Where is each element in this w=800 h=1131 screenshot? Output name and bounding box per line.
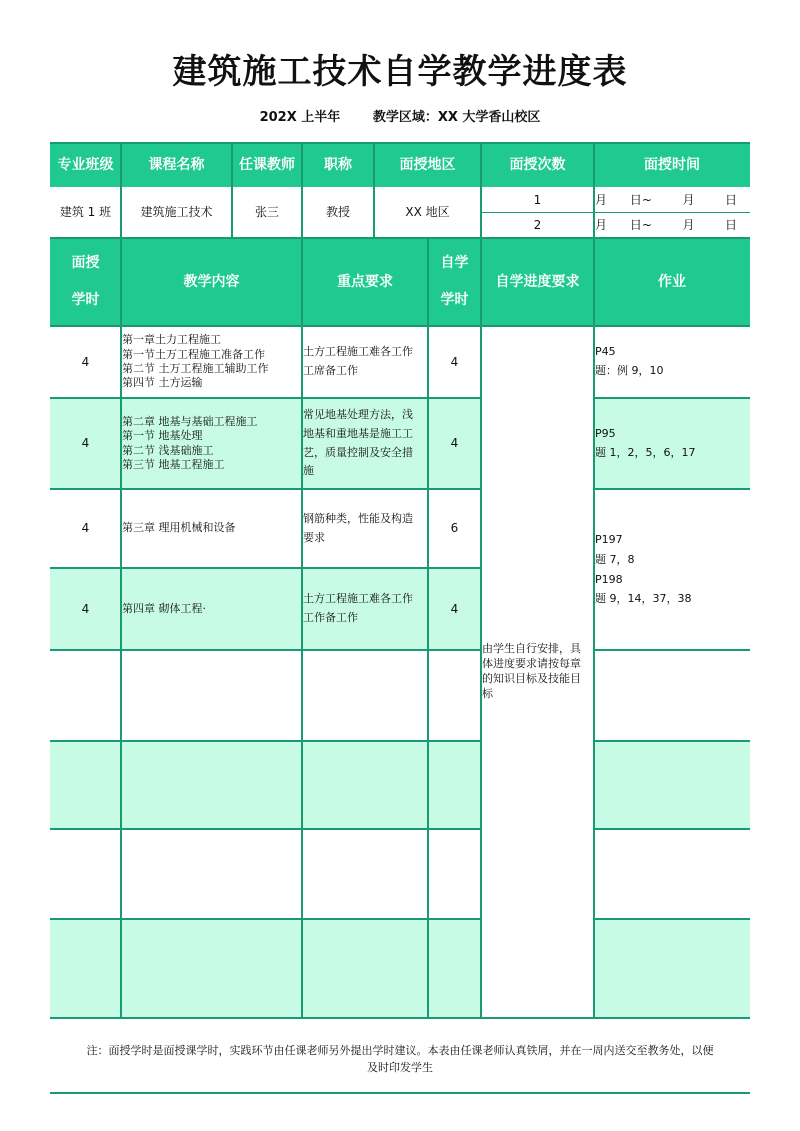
row-self-hours: 4 (450, 436, 459, 451)
grid-line (373, 142, 375, 238)
row-key: 土方工程施工难各工作 工席备工作 (303, 345, 413, 377)
grid-line (594, 649, 750, 651)
row-key: 常见地基处理方法，浅 地基和重地基是施工工 艺，质量控制及安全措 施 (303, 408, 413, 478)
homework-cell: P197 题 7，8 P198 题 9，14，37，38 (595, 532, 692, 606)
grid-line (427, 238, 429, 1019)
info-course: 建筑施工技术 (140, 205, 213, 220)
header-progress: 自学进度要求 (481, 238, 594, 326)
term-label: 202X 上半年 (259, 110, 341, 125)
grid-line (594, 828, 750, 830)
grid-line (50, 1017, 750, 1019)
grid-line (50, 828, 481, 830)
row-hours: 4 (81, 521, 90, 536)
region-label: 教学区域：XX 大学香山校区 (372, 110, 541, 125)
footer-divider (50, 1092, 750, 1094)
header-self-hours: 自学 学时 (428, 238, 481, 326)
info-area: XX 地区 (405, 205, 450, 220)
grid-line (480, 142, 482, 1019)
info-rank: 教授 (325, 205, 350, 220)
row-self-hours: 4 (450, 354, 459, 369)
row-bg (594, 919, 750, 1018)
grid-line (50, 918, 481, 920)
header-course: 课程名称 (121, 143, 232, 187)
row-content: 第三章 理用机械和设备 (122, 521, 236, 535)
grid-line (50, 397, 481, 399)
row-key: 土方工程施工难各工作 工作备工作 (303, 592, 413, 624)
footer-note: 注：面授学时是面授课学时，实践环节由任课老师另外提出学时建议。本表由任课老师认真铁屑，并在一周内送交至教务处，以便 及时印发学生 (86, 1044, 714, 1074)
header-area: 面授地区 (374, 143, 481, 187)
grid-line (50, 325, 750, 327)
header-homework: 作业 (594, 238, 750, 326)
info-class: 建筑 1 班 (59, 205, 112, 220)
grid-line (301, 142, 303, 1019)
header-teacher: 任课教师 (232, 143, 302, 187)
grid-line (231, 142, 233, 238)
grid-line (120, 142, 122, 1019)
grid-line (50, 142, 750, 144)
grid-line (594, 488, 750, 490)
header-times: 面授次数 (481, 143, 594, 187)
header-content: 教学内容 (121, 238, 302, 326)
row-content: 第一章土力工程施工 第一节土万工程施工准备工作 第二节 土万工程施工辅助工作 第四节 土方运输 (122, 333, 269, 390)
grid-line (50, 567, 481, 569)
homework-cell: P95 题 1，2，5，6，17 (595, 426, 696, 459)
row-bg (50, 741, 481, 829)
row-bg (594, 741, 750, 829)
grid-line (50, 740, 481, 742)
subtitle (0, 106, 800, 125)
session-no: 1 (533, 193, 542, 208)
grid-line (593, 142, 595, 1019)
row-self-hours: 6 (450, 521, 459, 536)
progress-cell: 由学生自行安排，具 体进度要求请按每章 的知识目标及技能目 标 (482, 642, 581, 700)
row-hours: 4 (81, 601, 90, 616)
session-time: 月 日~ 月 日 (595, 193, 737, 208)
header-rank: 职称 (302, 143, 374, 187)
row-key: 钢筋种类，性能及构造 要求 (303, 511, 413, 544)
grid-line (594, 397, 750, 399)
grid-line (50, 237, 750, 239)
row-self-hours: 4 (450, 601, 459, 616)
grid-line (50, 649, 481, 651)
row-hours: 4 (81, 436, 90, 451)
session-no: 2 (533, 218, 542, 233)
row-bg (50, 919, 481, 1018)
grid-line (481, 212, 750, 213)
header-class: 专业班级 (50, 143, 121, 187)
row-hours: 4 (81, 354, 90, 369)
row-content: 第二章 地基与基础工程施工 第一节 地基处理 第二节 浅基础施工 第三节 地基工程施工 (122, 414, 258, 471)
page-title: 建筑施工技术自学教学进度表 (172, 52, 628, 92)
grid-line (50, 488, 481, 490)
header-key: 重点要求 (302, 238, 428, 326)
header-hours: 面授 学时 (50, 238, 121, 326)
homework-cell: P45 题：例 9，10 (595, 345, 664, 377)
info-teacher: 张三 (254, 205, 279, 220)
header-time: 面授时间 (594, 143, 750, 187)
grid-line (594, 740, 750, 742)
session-time: 月 日~ 月 日 (595, 218, 737, 233)
grid-line (594, 918, 750, 920)
row-content: 第四章 砌体工程· (122, 601, 206, 615)
